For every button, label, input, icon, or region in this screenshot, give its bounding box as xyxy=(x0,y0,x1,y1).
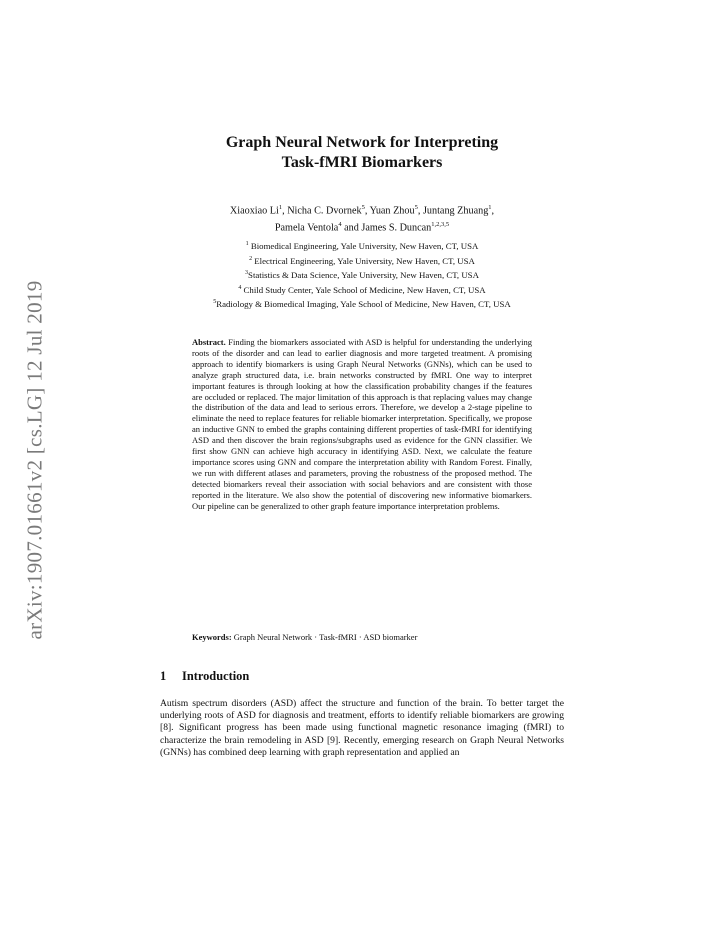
author-list: Xiaoxiao Li$^1$, Nicha C. Dvornek$^5$, Yuan Zhou$^5$, Juntang Zhuang$^1$, Pamela Ventola$^4$ and James S. Duncan$^{1,2,3,5}$ xyxy=(229,204,495,234)
author-sup: 5 xyxy=(414,204,418,211)
title-line-2: Task-fMRI Biomarkers xyxy=(281,154,443,171)
author: Yuan Zhou xyxy=(369,205,415,217)
affiliation xyxy=(150,282,574,297)
keywords xyxy=(192,632,532,643)
affiliation xyxy=(150,253,574,268)
abstract xyxy=(192,337,532,512)
affiliation xyxy=(150,267,574,282)
section-heading xyxy=(160,669,249,684)
author: Nicha C. Dvornek xyxy=(287,205,362,217)
affiliation-list xyxy=(150,238,574,311)
author-sup: 1 xyxy=(278,204,283,211)
section-number: 1 xyxy=(160,669,167,683)
affiliation-text: Statistics & Data Science, Yale University, New Haven, CT, USA xyxy=(248,269,479,280)
affiliation-text: Child Study Center, Yale School of Medicine, New Haven, CT, USA xyxy=(243,284,486,295)
author-sup: 1,2,3,5 xyxy=(431,221,450,229)
abstract-label: Abstract. xyxy=(192,337,226,347)
section-title-text: Introduction xyxy=(182,669,250,683)
author: Xiaoxiao Li xyxy=(229,205,279,217)
author: Pamela Ventola xyxy=(274,222,339,234)
affiliation-sup: 2 xyxy=(249,255,253,262)
arxiv-identifier[interactable]: arXiv:1907.01661v2 [cs.LG] 12 Jul 2019 xyxy=(22,280,47,640)
abstract-text: Finding the biomarkers associated with ASD is helpful for understanding the underlying roots of the disorder and can lead to earlier diagnosis and more targeted treatment. A promising approach to identify biomarkers is using Graph Neural Networks (GNNs), which can be used to analyze graph structured data, i.e. brain networks constructed by fMRI. One way to interpret important features is through looking at how the classification probability changes if the features are occluded or replaced. The major limitation of this approach is that replacing values may change the distribution of the data and lead to serious errors. Therefore, we develop a 2-stage pipeline to eliminate the need to replace features for reliable biomarker interpretation. Specifically, we propose an inductive GNN to embed the graphs containing different properties of task-fMRI for identifying ASD and then discover the brain regions/subgraphs used as evidence for the GNN classifier. We first show GNN can achieve high accuracy in identifying ASD. Next, we calculate the feature importance scores using GNN and compare the interpretation ability with Random Forest. Finally, we run with different atlases and parameters, proving the robustness of the proposed method. The detected biomarkers reveal their association with social behaviors and are consistent with those reported in the literature. We also show the potential of discovering new informative biomarkers. Our pipeline can be generalized to other graph feature importance interpretation problems. xyxy=(192,337,532,511)
title-line-1: Graph Neural Network for Interpreting xyxy=(225,134,499,151)
affiliation-text: Radiology & Biomedical Imaging, Yale School of Medicine, New Haven, CT, USA xyxy=(216,298,511,309)
affiliation-sup: 4 xyxy=(238,284,242,291)
author-sup: 5 xyxy=(361,204,365,211)
keywords-text: Graph Neural Network · Task-fMRI · ASD biomarker xyxy=(233,632,418,642)
author: Juntang Zhuang xyxy=(422,205,489,217)
affiliation-sup: 3 xyxy=(245,270,249,277)
keywords-label: Keywords: xyxy=(192,632,232,642)
affiliation xyxy=(150,238,574,253)
paper-title xyxy=(160,133,564,173)
affiliation-text: Electrical Engineering, Yale University, New Haven, CT, USA xyxy=(254,255,475,266)
intro-paragraph: Autism spectrum disorders (ASD) affect the structure and function of the brain. To better target the underlying roots of ASD for diagnosis and treatment, efforts to identify reliable biomarkers are growing [8]. Significant progress has been made using functional magnetic resonance imaging (fMRI) to characterize the brain remodeling in ASD [9]. Recently, emerging research on Graph Neural Networks (GNNs) has combined deep learning with graph representation and applied an xyxy=(160,698,564,758)
author-conjunction: and xyxy=(344,222,359,234)
affiliation xyxy=(150,296,574,311)
author: James S. Duncan xyxy=(361,222,432,234)
author-sup: 4 xyxy=(338,221,342,229)
affiliation-text: Biomedical Engineering, Yale University, New Haven, CT, USA xyxy=(250,240,479,251)
author-sup: 1 xyxy=(488,204,492,211)
affiliation-sup: 5 xyxy=(213,299,217,306)
affiliation-sup: 1 xyxy=(245,241,249,247)
